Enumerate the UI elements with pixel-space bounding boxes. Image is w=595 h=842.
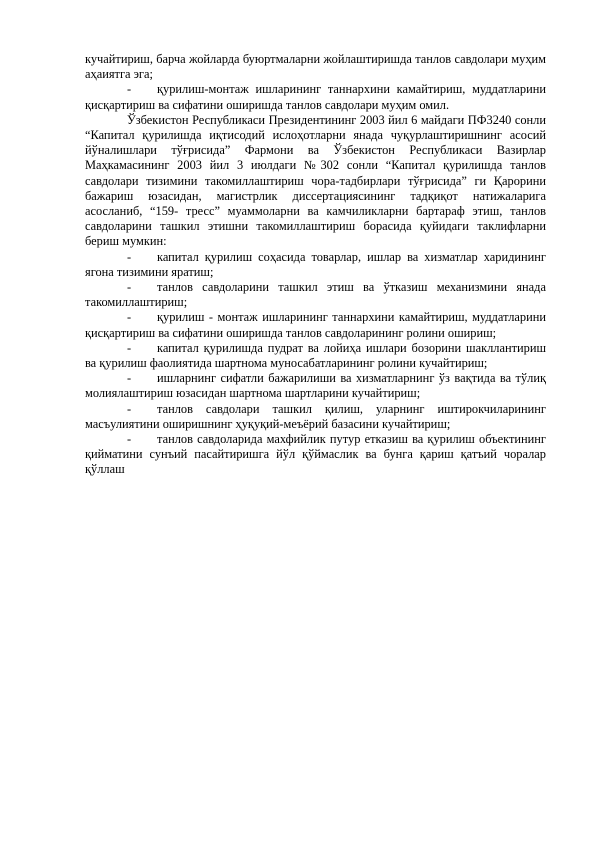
bullet-dash: - [127,82,132,97]
list-item [85,310,546,340]
bullet-dash: - [127,371,132,386]
bullet-dash: - [127,249,132,264]
bullet-dash: - [127,340,132,355]
list-item [85,432,546,478]
list-item [85,250,546,280]
list-item-text: танлов савдолари ташкил қилиш, уларнинг иштирокчиларининг масъулиятини оширишнинг ҳуқуқий-меъёрий базасини кучайтириш; [85,401,546,431]
paragraph-intro: кучайтириш, барча жойларда буюртмаларни жойлаштиришда танлов савдолари муҳим аҳаиятга эга; [85,52,546,82]
paragraph-main: Ўзбекистон Республикаси Президентининг 2003 йил 6 майдаги ПФ3240 сонли “Капитал қурилишда иқтисодий ислоҳотларни янада чуқурлаштиришнинг асосий йўналишлари тўғрисида” Фармони ва Ўзбекистон Республикаси Вазирлар Маҳкамасининг 2003 йил 3 июлдаги №302 сонли “Капитал қурилишда танлов савдолари тизимини такомиллаштириш чора-тадбирлари тўғрисида” ги Қарорини бажариш юзасидан, магистрлик диссертациясининг тадқиқот натижаларига асосланиб, “159- тресс” муаммоларни ва камчиликларни бартараф этиш, танлов савдоларини ташкил этишни такомиллаштириш борасида қуйидаги таклифларни бериш мумкин: [85,112,546,249]
bullet-dash: - [127,432,132,447]
list-item-text: қурилиш - монтаж ишларининг таннархини камайтириш, муддатларини қисқартириш ва сифатини оширишда танлов савдоларининг ролини ошириш; [85,310,546,340]
list-item-text: ишларнинг сифатли бажарилиши ва хизматларнинг ўз вақтида ва тўлиқ молиялаштириш юзасидан шартнома шартларини кучайтириш; [85,371,546,401]
bullet-dash: - [127,280,132,295]
list-item [85,402,546,432]
list-item-text: капитал қурилиш соҳасида товарлар, ишлар ва хизматлар харидининг ягона тизимини яратиш; [85,249,546,279]
list-item [85,82,546,112]
bullet-dash: - [127,310,132,325]
list-item-text: танлов савдоларини ташкил этиш ва ўтказиш механизмини янада такомиллаштириш; [85,280,546,310]
list-item-text: капитал қурилишда пудрат ва лойиҳа ишлари бозорини шакллантириш ва қурилиш фаолиятида шартнома муносабатларининг ролини кучайтириш; [85,340,546,371]
document-page [85,52,546,478]
list-item-text: танлов савдоларида махфийлик путур етказиш ва қурилиш объектининг қийматини сунъий пасайтиришга йўл қўймаслик ва бунга қариш қатъий чоралар қўллаш [85,432,546,477]
list-item [85,371,546,401]
bullet-dash: - [127,401,132,416]
list-item [85,341,546,371]
list-item-text: қурилиш-монтаж ишларининг таннархини камайтириш, муддатларини қисқартириш ва сифатини оширишда танлов савдолари муҳим омил. [85,82,546,112]
list-item [85,280,546,310]
